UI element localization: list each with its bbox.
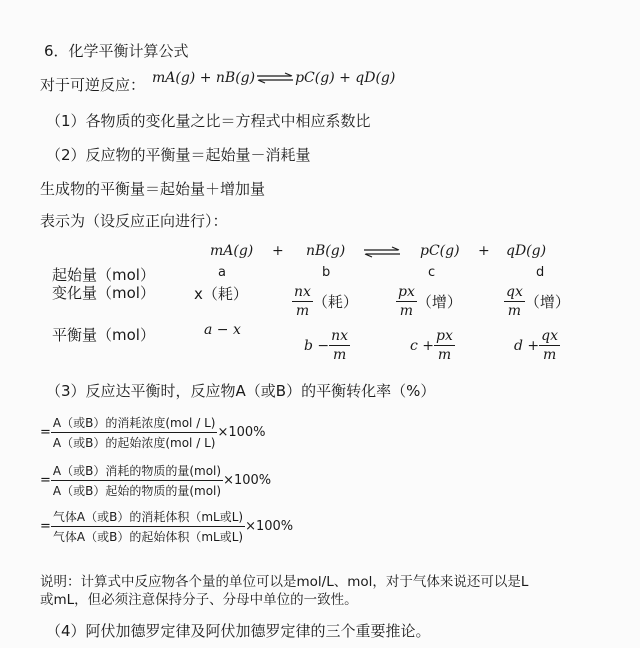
equilibrium-c-fraction xyxy=(434,328,455,363)
table-term-mA: mA(g) xyxy=(210,243,254,259)
formula-2-eq: = xyxy=(40,473,51,488)
table-plus-1: + xyxy=(272,243,284,259)
formula-2-fraction xyxy=(51,462,223,499)
formula-3-fraction xyxy=(51,508,245,545)
point-2-expression: 表示为（设反应正向进行）： xyxy=(40,212,228,230)
initial-d: d xyxy=(536,265,545,280)
note-line-2: 或mL，但必须注意保持分子、分母中单位的一致性。 xyxy=(40,592,358,608)
formula-2-den: A（或B）起始的物质的量(mol) xyxy=(52,484,222,498)
equilibrium-c-den: m xyxy=(437,347,452,363)
formula-1-times: ×100% xyxy=(217,425,266,440)
reaction-left: mA(g) + nB(g) xyxy=(152,70,256,86)
formula-volume xyxy=(40,508,293,545)
change-b-note: （耗） xyxy=(312,293,358,311)
change-c-note: （增） xyxy=(416,293,462,311)
equilibrium-d-fraction xyxy=(539,328,560,363)
formula-1-den: A（或B）的起始浓度(mol / L) xyxy=(52,436,216,450)
change-b-fraction xyxy=(292,284,313,319)
formula-3-times: ×100% xyxy=(245,519,294,534)
reaction-equation xyxy=(152,70,395,86)
point-1: （1）各物质的变化量之比＝方程式中相应系数比 xyxy=(46,112,371,130)
equilibrium-d-prefix: d + xyxy=(514,337,540,354)
point-4: （4）阿伏加德罗定律及阿伏加德罗定律的三个重要推论。 xyxy=(46,622,431,640)
equilibrium-d-num: qx xyxy=(541,328,559,344)
equilibrium-c-num: px xyxy=(436,328,453,344)
formula-3-num: 气体A（或B）的消耗体积（mL或L) xyxy=(51,508,245,527)
point-3: （3）反应达平衡时，反应物A（或B）的平衡转化率（%） xyxy=(46,382,436,400)
equilibrium-c xyxy=(410,328,455,363)
equilibrium-b-fraction xyxy=(329,328,350,363)
initial-b: b xyxy=(322,265,331,280)
change-d xyxy=(504,284,570,319)
change-c-fraction xyxy=(396,284,417,319)
change-d-num: qx xyxy=(506,284,523,300)
change-d-note: （增） xyxy=(524,293,570,311)
change-c-num: px xyxy=(398,284,415,300)
reversible-arrow-icon xyxy=(255,72,295,84)
initial-a: a xyxy=(218,265,226,280)
equilibrium-c-prefix: c + xyxy=(410,337,435,354)
reaction-right: pC(g) + qD(g) xyxy=(295,70,396,86)
row-label-equilibrium: 平衡量（mol） xyxy=(52,326,155,344)
formula-concentration xyxy=(40,414,266,451)
table-term-qD: qD(g) xyxy=(506,243,547,259)
equilibrium-b-den: m xyxy=(332,347,347,363)
equilibrium-d-den: m xyxy=(542,347,557,363)
formula-3-eq: = xyxy=(40,519,51,534)
row-label-change: 变化量（mol） xyxy=(52,284,155,302)
row-label-initial: 起始量（mol） xyxy=(52,266,155,284)
point-2-product: 生成物的平衡量＝起始量＋增加量 xyxy=(40,180,266,198)
reaction-intro: 对于可逆反应： xyxy=(40,76,146,94)
change-d-den: m xyxy=(507,303,522,319)
formula-2-times: ×100% xyxy=(223,473,272,488)
formula-amount xyxy=(40,462,271,499)
formula-1-fraction xyxy=(51,414,218,451)
point-2: （2）反应物的平衡量＝起始量－消耗量 xyxy=(46,146,311,164)
table-plus-2: + xyxy=(478,243,490,259)
initial-c: c xyxy=(428,265,436,280)
table-reversible-arrow-icon xyxy=(362,246,402,258)
change-a: x（耗） xyxy=(194,285,248,303)
equilibrium-b-prefix: b − xyxy=(304,337,330,354)
change-b-num: nx xyxy=(294,284,311,300)
change-c-den: m xyxy=(399,303,414,319)
equilibrium-b xyxy=(304,328,350,363)
note-line-1: 说明：计算式中反应物各个量的单位可以是mol/L、mol，对于气体来说还可以是L xyxy=(40,574,529,590)
change-c xyxy=(396,284,462,319)
equilibrium-a: a − x xyxy=(204,322,241,338)
formula-1-num: A（或B）的消耗浓度(mol / L) xyxy=(51,414,218,433)
change-b xyxy=(292,284,358,319)
table-term-pC: pC(g) xyxy=(420,243,460,259)
equilibrium-b-num: nx xyxy=(331,328,349,344)
table-term-nB: nB(g) xyxy=(306,243,346,259)
change-b-den: m xyxy=(295,303,310,319)
change-d-fraction xyxy=(504,284,525,319)
section-heading: 6．化学平衡计算公式 xyxy=(44,42,189,60)
equilibrium-d xyxy=(514,328,560,363)
formula-2-num: A（或B）消耗的物质的量(mol) xyxy=(51,462,223,481)
formula-3-den: 气体A（或B）的起始体积（mL或L) xyxy=(52,530,244,544)
formula-1-eq: = xyxy=(40,425,51,440)
